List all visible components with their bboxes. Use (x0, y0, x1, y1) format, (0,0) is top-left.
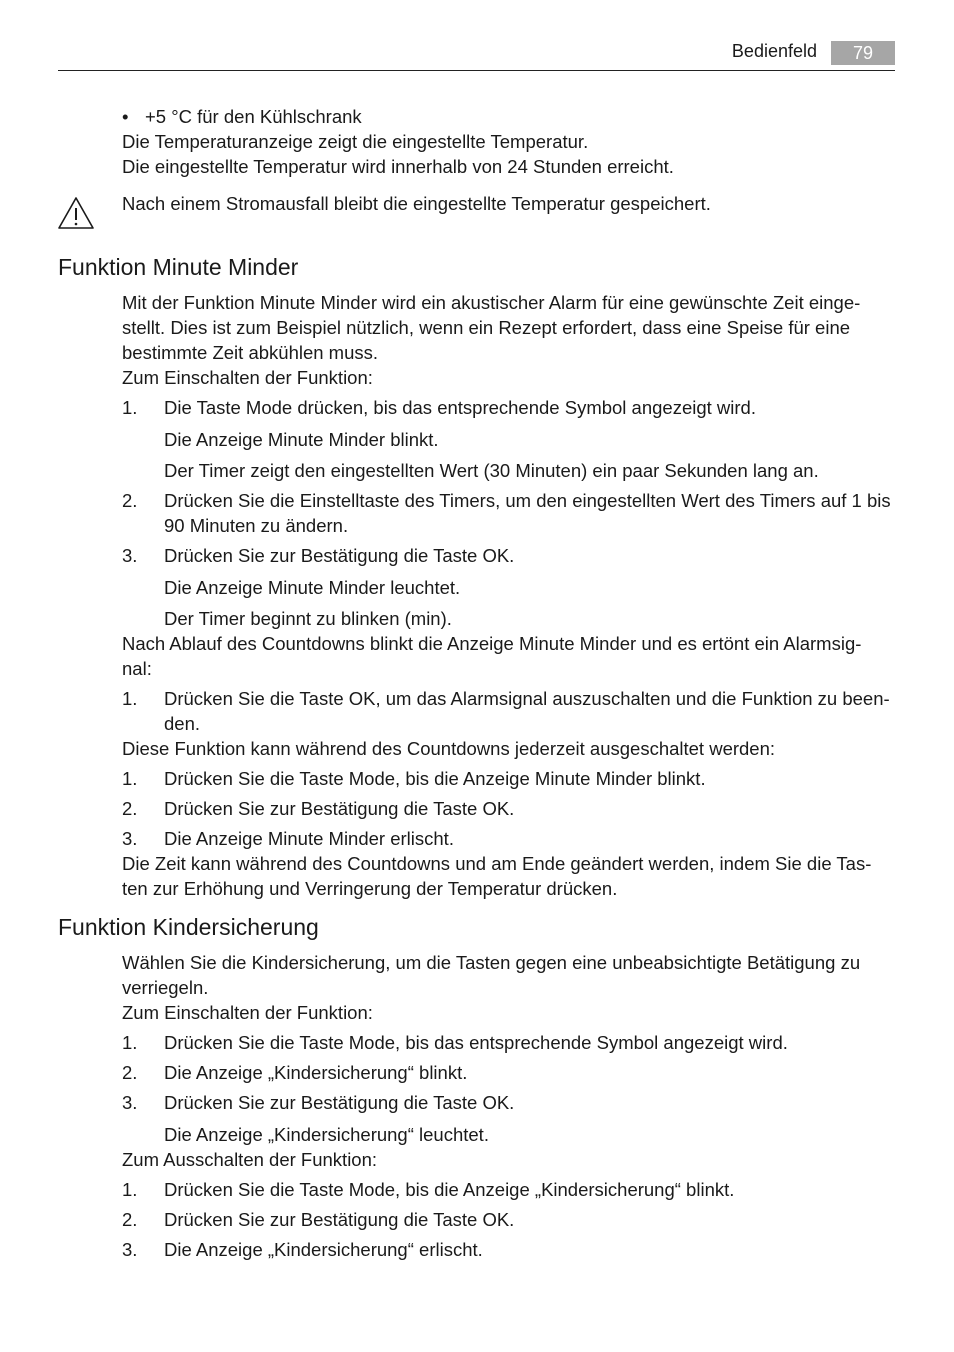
step-text: Drücken Sie die Einstelltaste des Timers, um den eingestellten Wert des Timers auf 1 bis (164, 490, 891, 511)
step-number: 1. (122, 397, 138, 418)
step-number: 1. (122, 1032, 138, 1053)
step-number: 3. (122, 1239, 138, 1260)
bullet-mark: • (122, 106, 129, 127)
paragraph-line: Diese Funktion kann während des Countdowns jederzeit ausgeschaltet werden: (122, 738, 776, 759)
step-result: Der Timer beginnt zu blinken (min). (164, 608, 452, 629)
step-text: Drücken Sie zur Bestätigung die Taste OK. (164, 545, 515, 566)
paragraph-line: stellt. Dies ist zum Beispiel nützlich, wenn ein Rezept erfordert, dass eine Speise für eine (122, 317, 851, 338)
page-number: 79 (831, 41, 895, 65)
step-number: 3. (122, 545, 138, 566)
step-text: Drücken Sie die Taste Mode, bis das entsprechende Symbol angezeigt wird. (164, 1032, 788, 1053)
sub-label: Zum Ausschalten der Funktion: (122, 1149, 378, 1170)
paragraph-line: Wählen Sie die Kindersicherung, um die Tasten gegen eine unbeabsichtigte Betätigung zu (122, 952, 861, 973)
step-number: 3. (122, 1092, 138, 1113)
heading-child-lock: Funktion Kindersicherung (58, 914, 319, 940)
step-text: Drücken Sie zur Bestätigung die Taste OK. (164, 1092, 515, 1113)
step-number: 2. (122, 490, 138, 511)
step-number: 3. (122, 828, 138, 849)
step-result: Die Anzeige Minute Minder leuchtet. (164, 577, 461, 598)
step-number: 2. (122, 1062, 138, 1083)
step-text: Drücken Sie die Taste OK, um das Alarmsignal auszuschalten und die Funktion zu been- (164, 688, 890, 709)
step-result: Die Anzeige „Kindersicherung“ leuchtet. (164, 1124, 489, 1145)
step-result: Die Anzeige Minute Minder blinkt. (164, 429, 439, 450)
intro-line: Die eingestellte Temperatur wird innerhalb von 24 Stunden erreicht. (122, 156, 674, 177)
warning-triangle-icon (57, 196, 95, 230)
heading-minute-minder: Funktion Minute Minder (58, 254, 299, 280)
step-text: Drücken Sie zur Bestätigung die Taste OK. (164, 1209, 515, 1230)
warning-text: Nach einem Stromausfall bleibt die eingestellte Temperatur gespeichert. (122, 193, 711, 214)
step-text: Drücken Sie die Taste Mode, bis die Anzeige Minute Minder blinkt. (164, 768, 706, 789)
bullet-fridge-temp: +5 °C für den Kühlschrank (145, 106, 362, 127)
sub-label: Zum Einschalten der Funktion: (122, 367, 373, 388)
paragraph-line: Mit der Funktion Minute Minder wird ein akustischer Alarm für eine gewünschte Zeit einge- (122, 292, 861, 313)
paragraph-line: verriegeln. (122, 977, 209, 998)
paragraph-line: bestimmte Zeit abkühlen muss. (122, 342, 379, 363)
section-title: Bedienfeld (731, 41, 817, 61)
intro-line: Die Temperaturanzeige zeigt die eingestellte Temperatur. (122, 131, 589, 152)
sub-label: Zum Einschalten der Funktion: (122, 1002, 373, 1023)
page-header (58, 38, 895, 71)
step-text: Die Anzeige „Kindersicherung“ erlischt. (164, 1239, 483, 1260)
step-text: Die Taste Mode drücken, bis das entsprechende Symbol angezeigt wird. (164, 397, 756, 418)
step-number: 1. (122, 768, 138, 789)
step-text: Drücken Sie die Taste Mode, bis die Anzeige „Kindersicherung“ blinkt. (164, 1179, 735, 1200)
paragraph-line: nal: (122, 658, 152, 679)
paragraph-line: Nach Ablauf des Countdowns blinkt die Anzeige Minute Minder und es ertönt ein Alarmsig- (122, 633, 862, 654)
paragraph-line: ten zur Erhöhung und Verringerung der Temperatur drücken. (122, 878, 618, 899)
step-number: 2. (122, 1209, 138, 1230)
paragraph-line: Die Zeit kann während des Countdowns und am Ende geändert werden, indem Sie die Tas- (122, 853, 872, 874)
step-number: 2. (122, 798, 138, 819)
step-text: 90 Minuten zu ändern. (164, 515, 349, 536)
step-number: 1. (122, 688, 138, 709)
step-text: Drücken Sie zur Bestätigung die Taste OK. (164, 798, 515, 819)
step-result: Der Timer zeigt den eingestellten Wert (30 Minuten) ein paar Sekunden lang an. (164, 460, 819, 481)
step-text: Die Anzeige Minute Minder erlischt. (164, 828, 454, 849)
step-text: Die Anzeige „Kindersicherung“ blinkt. (164, 1062, 468, 1083)
step-number: 1. (122, 1179, 138, 1200)
step-text: den. (164, 713, 201, 734)
